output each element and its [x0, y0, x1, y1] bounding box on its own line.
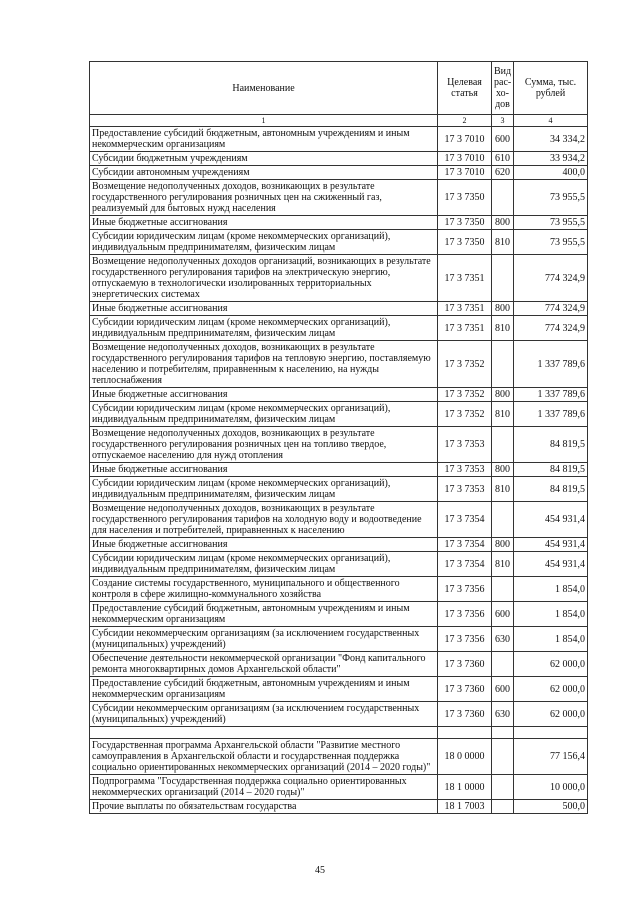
row-expense-type-cell: 810 [492, 316, 514, 341]
table-header-row [90, 62, 588, 115]
table-row [90, 402, 588, 427]
row-sum-cell: 1 337 789,6 [514, 402, 588, 427]
row-target-article-cell: 17 3 7356 [438, 627, 492, 652]
row-sum-cell: 84 819,5 [514, 477, 588, 502]
row-target-article-cell: 17 3 7354 [438, 552, 492, 577]
row-name-cell [90, 727, 438, 739]
table-row [90, 316, 588, 341]
row-name-cell: Создание системы государственного, муниципального и общественного контроля в сфере жилищно-коммунального хозяйства [90, 577, 438, 602]
row-name-cell: Субсидии бюджетным учреждениям [90, 152, 438, 166]
row-expense-type-cell [492, 341, 514, 388]
row-expense-type-cell: 800 [492, 302, 514, 316]
row-name-cell: Субсидии юридическим лицам (кроме некоммерческих организаций), индивидуальным предпринимателям, физическим лицам [90, 402, 438, 427]
row-target-article-cell: 17 3 7360 [438, 702, 492, 727]
header-expense-type: Вид рас-хо-дов [492, 62, 514, 115]
table-row [90, 627, 588, 652]
table-row [90, 166, 588, 180]
row-target-article-cell: 17 3 7010 [438, 152, 492, 166]
row-name-cell: Возмещение недополученных доходов, возникающих в результате государственного регулирования тарифов на тепловую энергию, поставляемую населению и потребителям, приравненным к населению, на нужды теплоснабжения [90, 341, 438, 388]
row-target-article-cell: 17 3 7354 [438, 502, 492, 538]
row-target-article-cell: 17 3 7010 [438, 127, 492, 152]
table-row [90, 427, 588, 463]
table-row [90, 702, 588, 727]
row-name-cell: Субсидии некоммерческим организациям (за исключением государственных (муниципальных) учреждений) [90, 627, 438, 652]
table-row [90, 216, 588, 230]
row-sum-cell: 1 854,0 [514, 577, 588, 602]
row-sum-cell [514, 727, 588, 739]
row-expense-type-cell [492, 800, 514, 814]
table-row [90, 739, 588, 775]
row-sum-cell: 73 955,5 [514, 180, 588, 216]
header-sum: Сумма, тыс. рублей [514, 62, 588, 115]
table-row [90, 677, 588, 702]
row-target-article-cell: 17 3 7356 [438, 602, 492, 627]
row-target-article-cell: 17 3 7353 [438, 463, 492, 477]
row-expense-type-cell: 600 [492, 677, 514, 702]
row-name-cell: Государственная программа Архангельской области "Развитие местного самоуправления в Архангельской области и государственная поддержка социально ориентированных некоммерческих организаций (2014 – 2020 годы)" [90, 739, 438, 775]
table-row [90, 727, 588, 739]
row-target-article-cell [438, 727, 492, 739]
row-sum-cell: 1 854,0 [514, 602, 588, 627]
table-row [90, 552, 588, 577]
row-sum-cell: 454 931,4 [514, 502, 588, 538]
column-number-row [90, 115, 588, 127]
row-expense-type-cell [492, 739, 514, 775]
row-expense-type-cell: 800 [492, 463, 514, 477]
header-target-article: Целевая статья [438, 62, 492, 115]
table-row [90, 388, 588, 402]
row-sum-cell: 33 934,2 [514, 152, 588, 166]
table-row [90, 577, 588, 602]
row-target-article-cell: 17 3 7350 [438, 230, 492, 255]
row-name-cell: Субсидии автономным учреждениям [90, 166, 438, 180]
row-target-article-cell: 17 3 7353 [438, 427, 492, 463]
row-expense-type-cell: 810 [492, 552, 514, 577]
row-expense-type-cell: 810 [492, 477, 514, 502]
row-expense-type-cell [492, 577, 514, 602]
table-body [90, 127, 588, 814]
row-target-article-cell: 17 3 7010 [438, 166, 492, 180]
row-sum-cell: 774 324,9 [514, 302, 588, 316]
row-sum-cell: 73 955,5 [514, 230, 588, 255]
row-target-article-cell: 17 3 7350 [438, 216, 492, 230]
table-row [90, 341, 588, 388]
row-name-cell: Иные бюджетные ассигнования [90, 388, 438, 402]
row-name-cell: Субсидии юридическим лицам (кроме некоммерческих организаций), индивидуальным предпринимателям, физическим лицам [90, 552, 438, 577]
row-target-article-cell: 17 3 7352 [438, 388, 492, 402]
column-number: 1 [90, 115, 438, 127]
row-sum-cell: 774 324,9 [514, 255, 588, 302]
table-row [90, 230, 588, 255]
row-name-cell: Субсидии юридическим лицам (кроме некоммерческих организаций), индивидуальным предпринимателям, физическим лицам [90, 316, 438, 341]
row-sum-cell: 454 931,4 [514, 538, 588, 552]
row-expense-type-cell: 630 [492, 702, 514, 727]
budget-table [89, 61, 588, 814]
row-name-cell: Предоставление субсидий бюджетным, автономным учреждениям и иным некоммерческим организациям [90, 127, 438, 152]
row-target-article-cell: 17 3 7354 [438, 538, 492, 552]
row-name-cell: Субсидии некоммерческим организациям (за исключением государственных (муниципальных) учреждений) [90, 702, 438, 727]
table-row [90, 152, 588, 166]
row-name-cell: Иные бюджетные ассигнования [90, 216, 438, 230]
row-sum-cell: 73 955,5 [514, 216, 588, 230]
row-name-cell: Подпрограмма "Государственная поддержка социально ориентированных некоммерческих организаций (2014 – 2020 годы)" [90, 775, 438, 800]
table-row [90, 800, 588, 814]
row-target-article-cell: 17 3 7353 [438, 477, 492, 502]
row-sum-cell: 84 819,5 [514, 427, 588, 463]
row-expense-type-cell: 600 [492, 127, 514, 152]
row-expense-type-cell: 600 [492, 602, 514, 627]
row-name-cell: Субсидии юридическим лицам (кроме некоммерческих организаций), индивидуальным предпринимателям, физическим лицам [90, 230, 438, 255]
table-row [90, 463, 588, 477]
row-sum-cell: 1 854,0 [514, 627, 588, 652]
row-name-cell: Возмещение недополученных доходов организаций, возникающих в результате государственного регулирования тарифов на электрическую энергию, отпускаемую в технологически изолированных территориальных энергетических системах [90, 255, 438, 302]
row-expense-type-cell: 810 [492, 230, 514, 255]
row-expense-type-cell [492, 502, 514, 538]
row-sum-cell: 1 337 789,6 [514, 388, 588, 402]
row-name-cell: Возмещение недополученных доходов, возникающих в результате государственного регулирования тарифов на холодную воду и водоотведение для населения и потребителей, приравненных к населению [90, 502, 438, 538]
row-name-cell: Прочие выплаты по обязательствам государства [90, 800, 438, 814]
column-number: 4 [514, 115, 588, 127]
row-name-cell: Иные бюджетные ассигнования [90, 302, 438, 316]
row-name-cell: Предоставление субсидий бюджетным, автономным учреждениям и иным некоммерческим организациям [90, 602, 438, 627]
row-sum-cell: 774 324,9 [514, 316, 588, 341]
row-name-cell: Возмещение недополученных доходов, возникающих в результате государственного регулирования розничных цен на сжиженный газ, реализуемый для бытовых нужд населения [90, 180, 438, 216]
row-sum-cell: 77 156,4 [514, 739, 588, 775]
table-row [90, 602, 588, 627]
page-number: 45 [315, 865, 325, 876]
row-expense-type-cell: 800 [492, 216, 514, 230]
table-row [90, 538, 588, 552]
row-expense-type-cell: 800 [492, 538, 514, 552]
table-row [90, 180, 588, 216]
row-expense-type-cell [492, 255, 514, 302]
row-sum-cell: 10 000,0 [514, 775, 588, 800]
row-expense-type-cell: 630 [492, 627, 514, 652]
row-expense-type-cell [492, 427, 514, 463]
row-name-cell: Возмещение недополученных доходов, возникающих в результате государственного регулирования розничных цен на топливо твердое, отпускаемое населению для нужд отопления [90, 427, 438, 463]
row-target-article-cell: 17 3 7360 [438, 652, 492, 677]
row-target-article-cell: 17 3 7356 [438, 577, 492, 602]
row-target-article-cell: 17 3 7352 [438, 341, 492, 388]
table-row [90, 652, 588, 677]
row-expense-type-cell: 620 [492, 166, 514, 180]
row-name-cell: Предоставление субсидий бюджетным, автономным учреждениям и иным некоммерческим организациям [90, 677, 438, 702]
row-expense-type-cell [492, 727, 514, 739]
row-sum-cell: 62 000,0 [514, 702, 588, 727]
row-name-cell: Иные бюджетные ассигнования [90, 538, 438, 552]
row-expense-type-cell [492, 180, 514, 216]
header-name: Наименование [90, 62, 438, 115]
row-expense-type-cell: 800 [492, 388, 514, 402]
row-name-cell: Субсидии юридическим лицам (кроме некоммерческих организаций), индивидуальным предпринимателям, физическим лицам [90, 477, 438, 502]
row-target-article-cell: 17 3 7350 [438, 180, 492, 216]
row-sum-cell: 62 000,0 [514, 677, 588, 702]
row-sum-cell: 34 334,2 [514, 127, 588, 152]
row-sum-cell: 454 931,4 [514, 552, 588, 577]
row-expense-type-cell: 810 [492, 402, 514, 427]
row-name-cell: Иные бюджетные ассигнования [90, 463, 438, 477]
column-number: 2 [438, 115, 492, 127]
table-row [90, 302, 588, 316]
row-target-article-cell: 18 0 0000 [438, 739, 492, 775]
row-target-article-cell: 17 3 7351 [438, 316, 492, 341]
row-sum-cell: 500,0 [514, 800, 588, 814]
row-target-article-cell: 17 3 7352 [438, 402, 492, 427]
row-target-article-cell: 17 3 7351 [438, 255, 492, 302]
table-row [90, 477, 588, 502]
row-expense-type-cell [492, 652, 514, 677]
row-expense-type-cell: 610 [492, 152, 514, 166]
table-row [90, 255, 588, 302]
table-row [90, 502, 588, 538]
row-expense-type-cell [492, 775, 514, 800]
table-row [90, 775, 588, 800]
row-target-article-cell: 18 1 0000 [438, 775, 492, 800]
table-row [90, 127, 588, 152]
row-target-article-cell: 17 3 7351 [438, 302, 492, 316]
column-number: 3 [492, 115, 514, 127]
row-sum-cell: 400,0 [514, 166, 588, 180]
row-target-article-cell: 17 3 7360 [438, 677, 492, 702]
row-target-article-cell: 18 1 7003 [438, 800, 492, 814]
row-name-cell: Обеспечение деятельности некоммерческой организации "Фонд капитального ремонта многоквартирных домов Архангельской области" [90, 652, 438, 677]
row-sum-cell: 84 819,5 [514, 463, 588, 477]
row-sum-cell: 1 337 789,6 [514, 341, 588, 388]
row-sum-cell: 62 000,0 [514, 652, 588, 677]
